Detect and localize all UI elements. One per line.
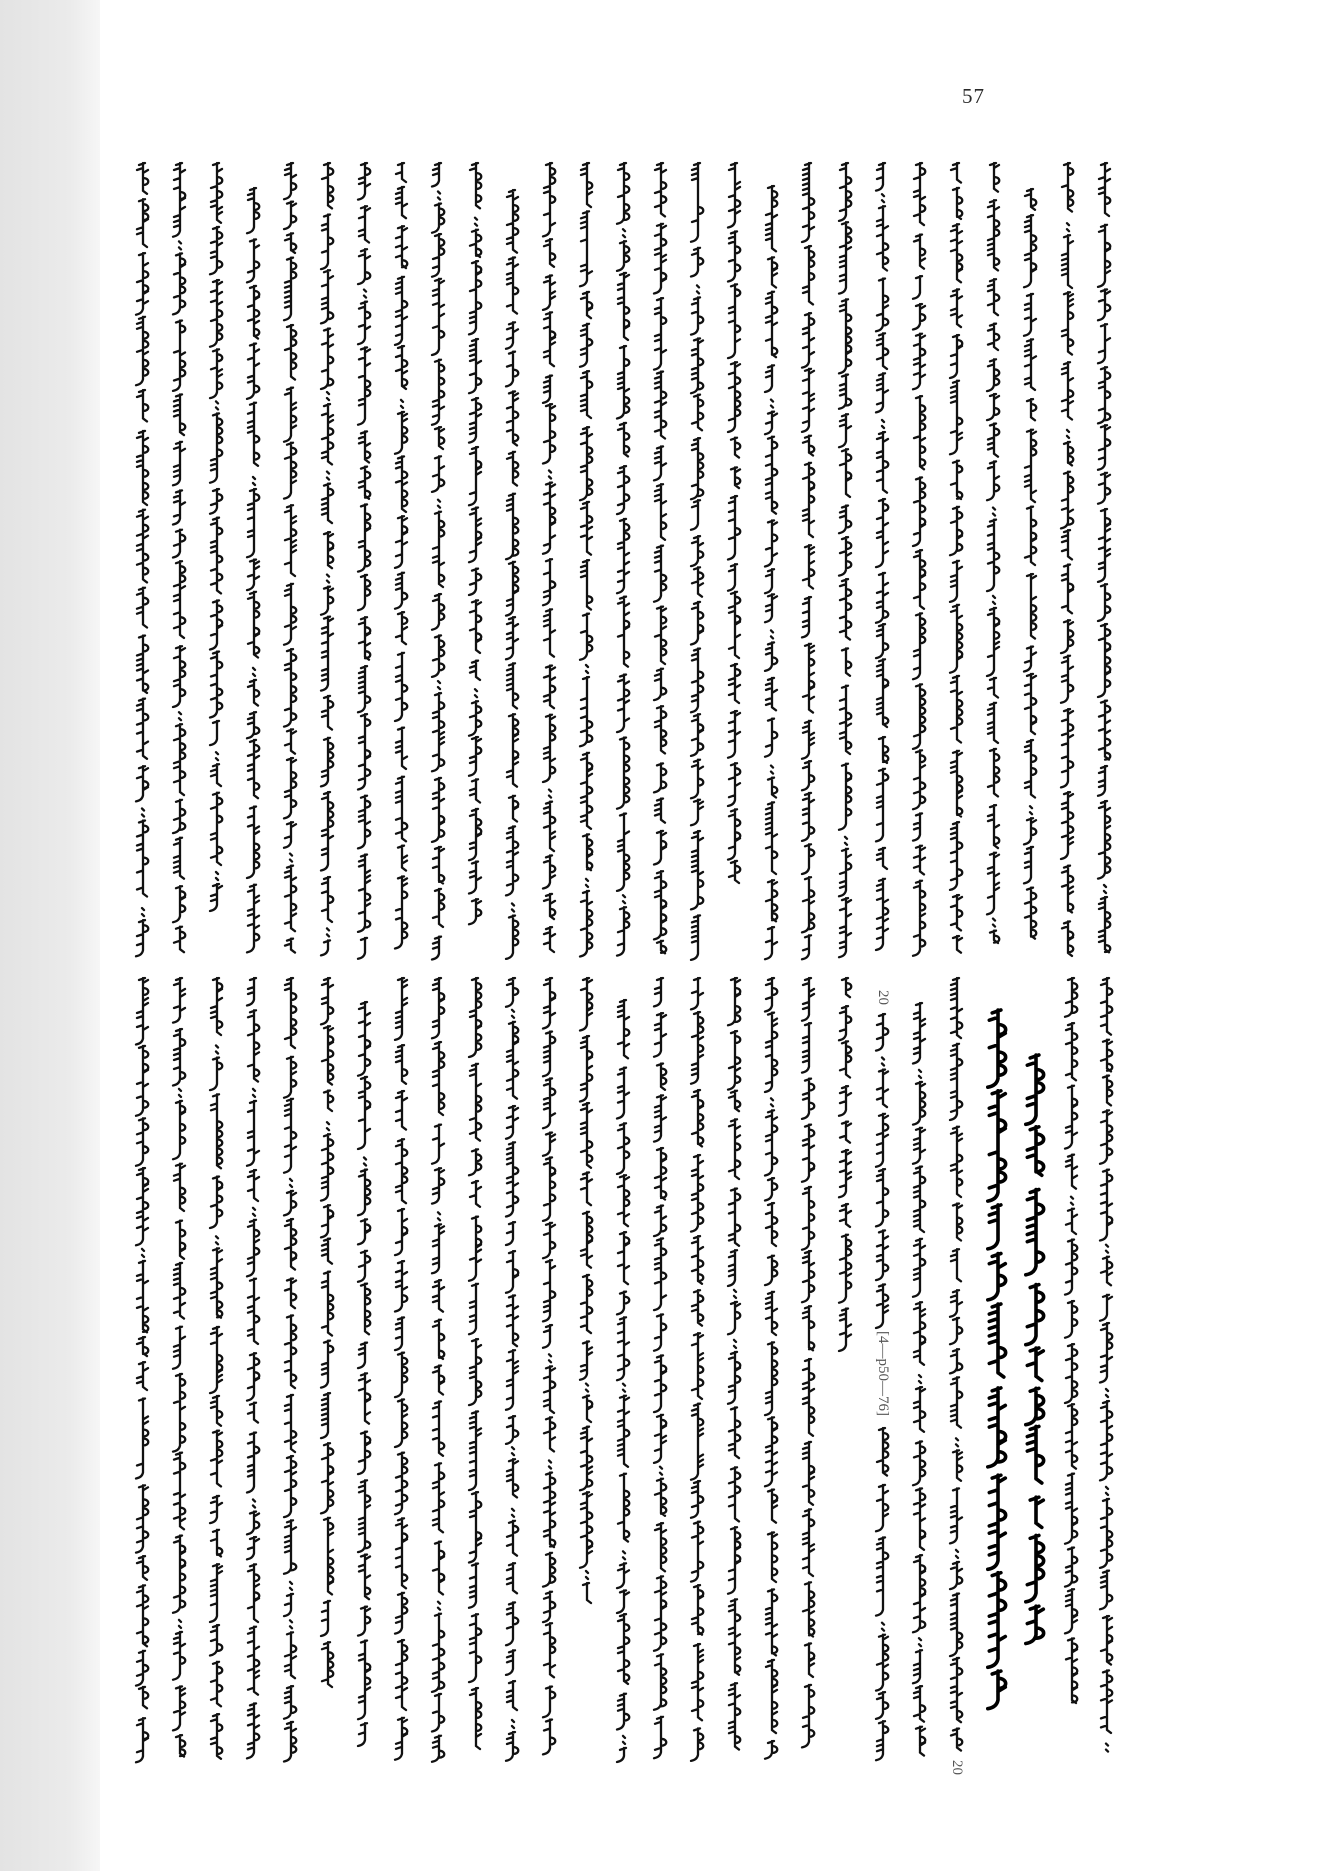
- text-column: [802, 978, 814, 1747]
- text-column: [247, 188, 259, 952]
- text-column: [210, 978, 222, 1759]
- text-column: [617, 163, 629, 956]
- text-column: [913, 163, 925, 956]
- text-column: [543, 978, 555, 1754]
- text-column: [1065, 978, 1077, 1703]
- page-number: 57: [962, 84, 985, 108]
- text-column: [913, 1003, 925, 1756]
- text-column: [543, 163, 555, 952]
- note-number: 20: [949, 1760, 965, 1775]
- text-column: [247, 978, 259, 1758]
- text-column: [432, 163, 444, 960]
- text-column: [358, 1002, 370, 1746]
- text-column: [950, 978, 962, 1751]
- text-column: [136, 978, 148, 1762]
- text-column: [284, 163, 296, 953]
- text-column: [580, 978, 592, 1603]
- text-column: [395, 163, 407, 949]
- section-heading-line: [1026, 1055, 1044, 1644]
- text-column: [1024, 189, 1036, 939]
- text-column: [580, 163, 592, 957]
- citation-reference: [4—p50—76]: [875, 1331, 891, 1416]
- text-column: [654, 163, 666, 953]
- text-column: [654, 978, 666, 1758]
- text-column: [321, 163, 333, 955]
- text-column: [506, 190, 518, 959]
- text-column: [173, 978, 185, 1757]
- text-column: [765, 186, 777, 959]
- text-column: [728, 978, 740, 1750]
- text-column: [210, 163, 222, 911]
- text-column: [136, 163, 148, 956]
- text-column: [987, 163, 999, 943]
- section-heading-line: [988, 1010, 1006, 1709]
- text-column: [876, 163, 888, 950]
- text-column: [728, 163, 740, 883]
- text-column: [1061, 163, 1073, 956]
- text-column: [321, 978, 333, 1687]
- upper-text-block: [136, 163, 1110, 960]
- footnote-marker: 20: [875, 990, 891, 1005]
- text-column: [432, 978, 444, 1762]
- text-column: [950, 163, 962, 953]
- text-column: [173, 163, 185, 952]
- text-column: [395, 978, 407, 1760]
- text-column: [506, 978, 518, 1761]
- text-column: [1100, 978, 1112, 1752]
- text-column: [358, 163, 370, 959]
- text-column: [691, 978, 703, 1761]
- text-column: [765, 978, 777, 1759]
- text-column: [839, 163, 851, 957]
- text-column: [469, 163, 481, 924]
- text-column: [839, 978, 851, 1351]
- text-column: [617, 1000, 629, 1762]
- text-column: [1098, 163, 1110, 952]
- lower-text-block: [136, 978, 1112, 1762]
- text-column: [284, 978, 296, 1762]
- text-column: [469, 978, 481, 1749]
- text-column: [691, 163, 703, 960]
- text-column: [802, 163, 814, 959]
